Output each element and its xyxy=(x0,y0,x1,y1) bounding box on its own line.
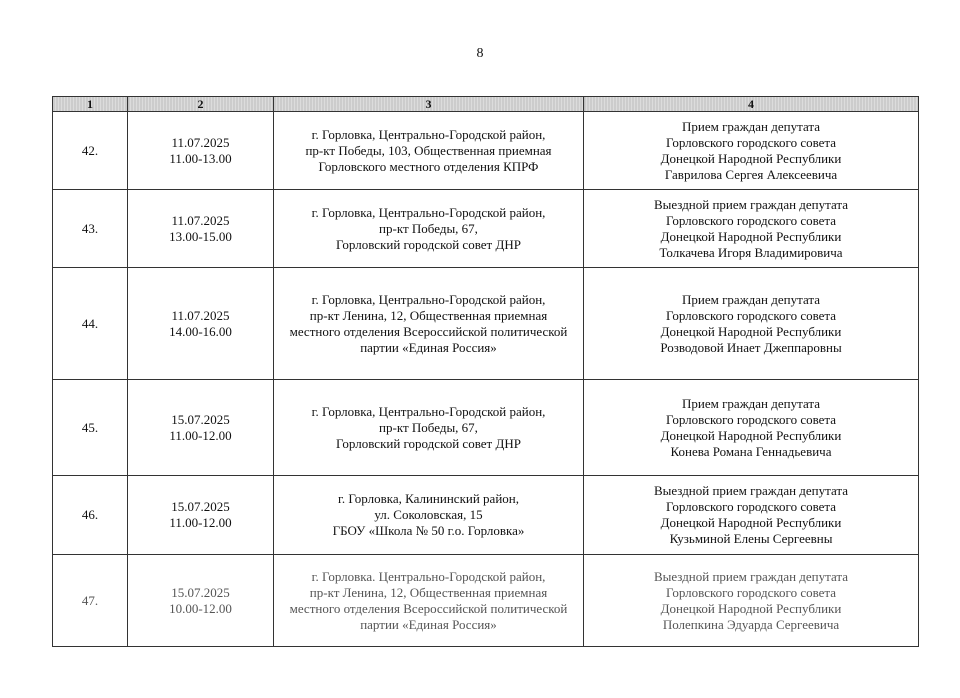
address-line: пр-кт Ленина, 12, Общественная приемная xyxy=(309,307,548,323)
row-number: 43. xyxy=(53,190,128,268)
event-line: Полепкина Эдуарда Сергеевича xyxy=(662,616,840,632)
event-line: Прием граждан депутата xyxy=(682,395,820,411)
event-line: Прием граждан депутата xyxy=(682,291,820,307)
date-time-cell xyxy=(128,476,274,555)
address-line: местного отделения Всероссийской политической xyxy=(289,323,568,339)
address-line: пр-кт Победы, 67, xyxy=(379,419,478,435)
address-line: г. Горловка, Центрально-Городской район, xyxy=(311,204,546,220)
address-cell xyxy=(274,268,584,380)
event-line: Гаврилова Сергея Алексеевича xyxy=(664,166,838,182)
table-row xyxy=(53,112,919,190)
row-number: 46. xyxy=(53,476,128,555)
address-line: г. Горловка, Центрально-Городской район, xyxy=(311,403,546,419)
address-line: г. Горловка. Центрально-Городской район, xyxy=(311,568,546,584)
event-line: Донецкой Народной Республики xyxy=(660,600,842,616)
table-row xyxy=(53,268,919,380)
event-line: Выездной прием граждан депутата xyxy=(653,483,849,498)
event-line: Выездной прием граждан депутата xyxy=(653,196,849,212)
row-number: 42. xyxy=(53,112,128,190)
address-line: пр-кт Победы, 103, Общественная приемная xyxy=(305,142,552,158)
event-line: Горловского городского совета xyxy=(665,584,837,600)
column-header: 2 xyxy=(128,97,274,112)
date-time-cell xyxy=(128,112,274,190)
event-line: Розводовой Инает Джеппаровны xyxy=(660,339,842,355)
event-line: Выездной прием граждан депутата xyxy=(653,568,849,584)
address-cell xyxy=(274,112,584,190)
time: 13.00-15.00 xyxy=(169,228,232,244)
event-cell xyxy=(584,112,919,190)
event-line: Прием граждан депутата xyxy=(682,118,820,134)
table-row xyxy=(53,476,919,555)
event-cell xyxy=(584,190,919,268)
address-line: партии «Единая Россия» xyxy=(360,339,497,355)
event-line: Горловского городского совета xyxy=(665,307,837,323)
date-time-cell xyxy=(128,555,274,647)
event-line: Толкачева Игоря Владимировича xyxy=(659,244,843,260)
address-cell xyxy=(274,555,584,647)
time: 11.00-12.00 xyxy=(169,427,232,443)
time: 14.00-16.00 xyxy=(169,323,232,339)
address-line: ул. Соколовская, 15 xyxy=(374,507,483,522)
event-line: Донецкой Народной Республики xyxy=(660,515,842,530)
date: 15.07.2025 xyxy=(171,499,230,514)
time: 11.00-12.00 xyxy=(169,515,232,530)
table-row xyxy=(53,555,919,647)
column-header: 1 xyxy=(53,97,128,112)
date: 15.07.2025 xyxy=(171,584,230,600)
date: 11.07.2025 xyxy=(171,212,230,228)
event-cell xyxy=(584,555,919,647)
table-row xyxy=(53,190,919,268)
date: 15.07.2025 xyxy=(171,411,230,427)
row-number: 45. xyxy=(53,380,128,476)
address-cell xyxy=(274,476,584,555)
event-line: Донецкой Народной Республики xyxy=(660,228,842,244)
event-line: Горловского городского совета xyxy=(665,411,837,427)
page-number: 8 xyxy=(476,46,484,61)
date: 11.07.2025 xyxy=(171,307,230,323)
address-line: пр-кт Победы, 67, xyxy=(379,220,478,236)
address-line: пр-кт Ленина, 12, Общественная приемная xyxy=(309,584,548,600)
time: 11.00-13.00 xyxy=(169,150,232,166)
address-line: партии «Единая Россия» xyxy=(360,616,497,632)
event-line: Донецкой Народной Республики xyxy=(660,150,842,166)
event-cell xyxy=(584,268,919,380)
column-header: 3 xyxy=(274,97,584,112)
row-number: 44. xyxy=(53,268,128,380)
date-time-cell xyxy=(128,190,274,268)
event-line: Конева Романа Геннадьевича xyxy=(670,443,832,459)
time: 10.00-12.00 xyxy=(169,600,232,616)
address-line: Горловский городской совет ДНР xyxy=(336,236,521,252)
address-line: г. Горловка, Центрально-Городской район, xyxy=(311,291,546,307)
event-cell xyxy=(584,380,919,476)
schedule-table xyxy=(52,96,919,647)
event-line: Горловского городского совета xyxy=(665,134,837,150)
row-number: 47. xyxy=(53,555,128,647)
date-time-cell xyxy=(128,380,274,476)
column-header: 4 xyxy=(584,97,919,112)
address-line: ГБОУ «Школа № 50 г.о. Горловка» xyxy=(332,523,525,538)
address-line: Горловского местного отделения КПРФ xyxy=(318,158,539,174)
address-cell xyxy=(274,380,584,476)
address-line: г. Горловка, Центрально-Городской район, xyxy=(311,126,546,142)
date: 11.07.2025 xyxy=(171,134,230,150)
event-line: Горловского городского совета xyxy=(665,212,837,228)
event-line: Донецкой Народной Республики xyxy=(660,427,842,443)
date-time-cell xyxy=(128,268,274,380)
address-line: местного отделения Всероссийской политической xyxy=(289,600,568,616)
event-line: Горловского городского совета xyxy=(665,499,837,514)
address-line: Горловский городской совет ДНР xyxy=(336,435,521,451)
event-cell xyxy=(584,476,919,555)
address-cell xyxy=(274,190,584,268)
event-line: Донецкой Народной Республики xyxy=(660,323,842,339)
event-line: Кузьминой Елены Сергеевны xyxy=(669,531,833,546)
table-header-row xyxy=(53,97,919,112)
address-line: г. Горловка, Калининский район, xyxy=(338,491,519,506)
table-row xyxy=(53,380,919,476)
